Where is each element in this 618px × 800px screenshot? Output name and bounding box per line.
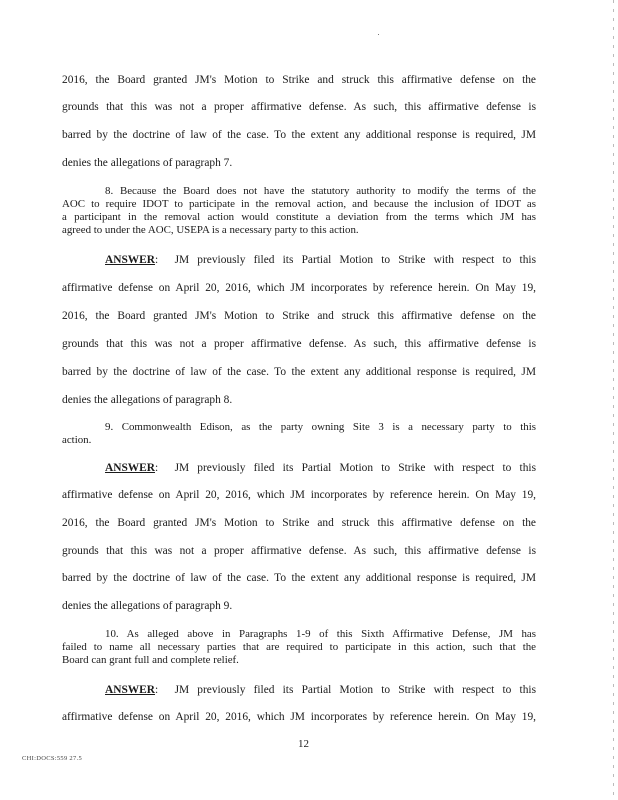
body-line: denies the allegations of paragraph 9. — [62, 600, 233, 612]
body-line: 2016, the Board granted JM's Motion to Strike and struck this affirmative defense on the — [62, 310, 536, 322]
answer-text: JM previously filed its Partial Motion to Strike with respect to this — [174, 684, 536, 696]
body-line: barred by the doctrine of law of the case. To the extent any additional response is required, JM — [62, 366, 536, 378]
paragraph-8-line: a participant in the removal action would constitute a deviation from the terms which JM has — [62, 211, 536, 223]
scan-speck — [378, 34, 379, 35]
answer-text: JM previously filed its Partial Motion to Strike with respect to this — [174, 254, 536, 266]
body-line: barred by the doctrine of law of the case. To the extent any additional response is required, JM — [62, 129, 536, 141]
body-line: grounds that this was not a proper affirmative defense. As such, this affirmative defense is — [62, 338, 536, 350]
answer-label: ANSWER — [105, 462, 156, 474]
paragraph-10-line: failed to name all necessary parties that are required to participate in this action, such that the — [62, 641, 536, 653]
body-line: affirmative defense on April 20, 2016, which JM incorporates by reference herein. On May 19, — [62, 489, 536, 501]
paragraph-9-line: action. — [62, 434, 92, 446]
answer-text: JM previously filed its Partial Motion to Strike with respect to this — [174, 462, 536, 474]
answer-first-line — [62, 684, 536, 696]
answer-label: ANSWER — [105, 254, 156, 266]
answer-sep: : — [155, 684, 159, 696]
body-line: affirmative defense on April 20, 2016, which JM incorporates by reference herein. On May 19, — [62, 282, 536, 294]
body-line: 2016, the Board granted JM's Motion to Strike and struck this affirmative defense on the — [62, 517, 536, 529]
body-line: grounds that this was not a proper affirmative defense. As such, this affirmative defense is — [62, 101, 536, 113]
paragraph-10-line: 10. As alleged above in Paragraphs 1-9 of this Sixth Affirmative Defense, JM has — [105, 628, 536, 640]
page-number: 12 — [298, 738, 309, 750]
answer-first-line — [62, 462, 536, 474]
paragraph-8-line: 8. Because the Board does not have the statutory authority to modify the terms of the — [105, 185, 536, 197]
answer-first-line — [62, 254, 536, 266]
paragraph-10-line: Board can grant full and complete relief. — [62, 654, 239, 666]
body-line: 2016, the Board granted JM's Motion to Strike and struck this affirmative defense on the — [62, 74, 536, 86]
paragraph-8-line: AOC to require IDOT to participate in the removal action, and because the inclusion of IDOT as — [62, 198, 536, 210]
body-line: barred by the doctrine of law of the case. To the extent any additional response is required, JM — [62, 572, 536, 584]
body-line: affirmative defense on April 20, 2016, which JM incorporates by reference herein. On May 19, — [62, 711, 536, 723]
answer-sep: : — [155, 462, 159, 474]
answer-label: ANSWER — [105, 684, 156, 696]
body-line: denies the allegations of paragraph 7. — [62, 157, 233, 169]
answer-sep: : — [155, 254, 159, 266]
paragraph-9-line: 9. Commonwealth Edison, as the party owning Site 3 is a necessary party to this — [105, 421, 536, 433]
scan-edge — [613, 0, 614, 800]
paragraph-8-line: agreed to under the AOC, USEPA is a necessary party to this action. — [62, 224, 359, 236]
body-line: denies the allegations of paragraph 8. — [62, 394, 233, 406]
body-line: grounds that this was not a proper affirmative defense. As such, this affirmative defense is — [62, 545, 536, 557]
footer-doc-code: CHI:DOCS:559 27.5 — [22, 755, 82, 762]
